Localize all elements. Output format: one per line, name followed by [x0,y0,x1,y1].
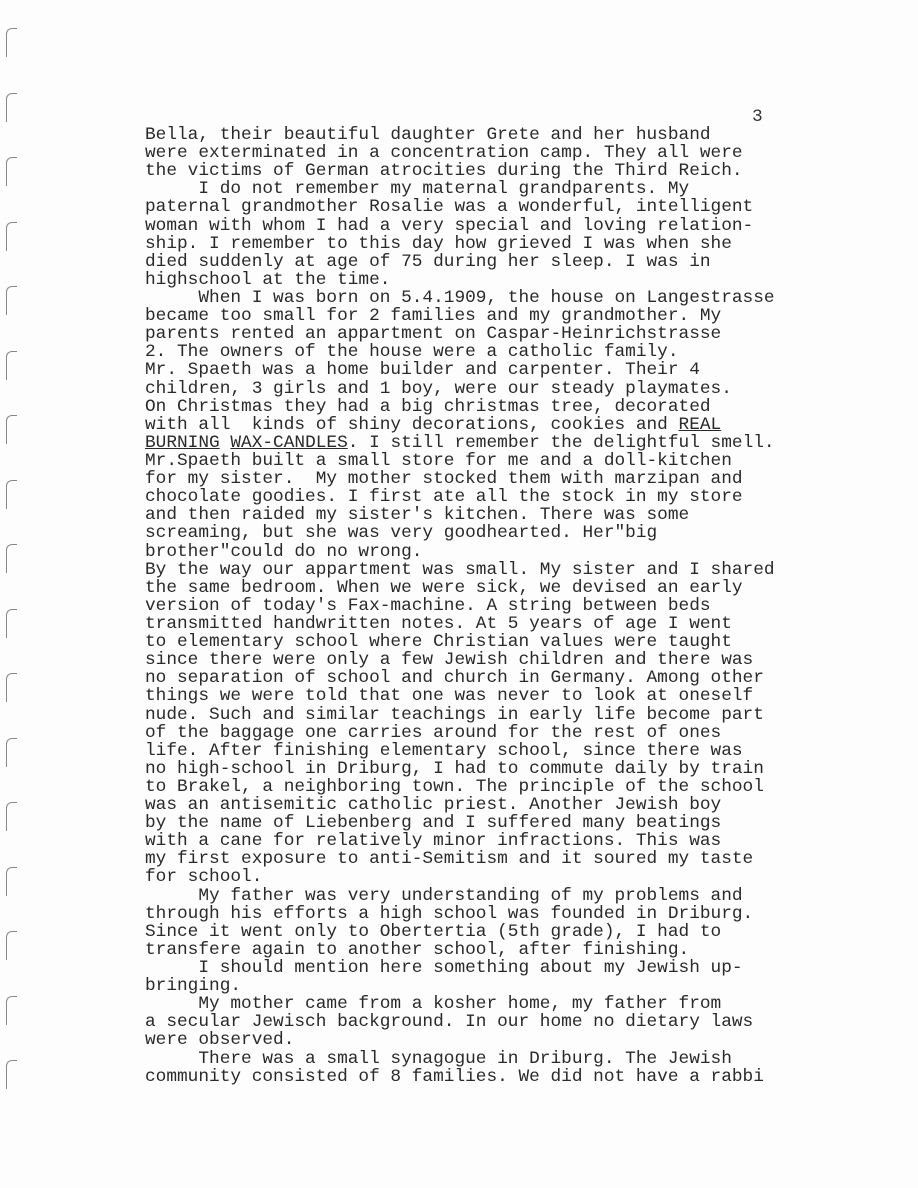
text-line: a secular Jewisch background. In our home no dietary laws [145,1012,754,1033]
page-number: 3 [752,107,763,127]
text-line: to Brakel, a neighboring town. The principle of the school [145,776,764,797]
text-line: I should mention here something about my Jewish up- [145,958,743,979]
text-segment: . I still remember the delightful smell. [347,432,775,453]
text-line: my first exposure to anti-Semitism and it soured my taste [145,849,754,870]
text-line: bringing. [145,976,242,997]
binder-mark [6,802,17,831]
text-line: highschool at the time. [145,269,391,290]
binder-mark [6,351,17,380]
text-line: since there were only a few Jewish children and there was [145,650,754,671]
binder-mark [6,738,17,767]
text-line: Since it went only to Obertertia (5th grade), I had to [145,921,722,942]
text-line: became too small for 2 families and my grandmother. My [145,306,722,327]
text-line: My mother came from a kosher home, my father from [145,994,722,1015]
binder-mark [6,996,17,1025]
text-line: through his efforts a high school was founded in Driburg. [145,903,754,924]
binder-mark [6,480,17,509]
text-line: for school. [145,867,263,888]
text-line: On Christmas they had a big christmas tree, decorated [145,396,711,417]
text-line: version of today's Fax-machine. A string between beds [145,595,711,616]
text-line: community consisted of 8 families. We did not have a rabbi [145,1066,764,1087]
binder-mark [6,93,17,122]
text-line: to elementary school where Christian values were taught [145,632,732,653]
text-line: screaming, but she was very goodhearted. Her"big [145,523,658,544]
text-line [145,434,775,452]
text-line: no separation of school and church in Germany. Among other [145,668,764,689]
text-line: the same bedroom. When we were sick, we devised an early [145,577,743,598]
text-line: children, 3 girls and 1 boy, were our steady playmates. [145,378,732,399]
text-line: of the baggage one carries around for the rest of ones [145,722,722,743]
text-line: the victims of German atrocities during the Third Reich. [145,161,743,182]
text-line: life. After finishing elementary school, since there was [145,740,743,761]
text-line: brother"could do no wrong. [145,541,423,562]
text-line: nude. Such and similar teachings in early life become part [145,704,764,725]
underlined-text: REAL [678,414,722,435]
text-line: chocolate goodies. I first ate all the stock in my store [145,487,743,508]
text-segment: with all kinds of shiny decorations, cookies and [145,414,679,435]
binder-mark [6,415,17,444]
text-line: My father was very understanding of my problems and [145,885,743,906]
text-line: parents rented an appartment on Caspar-Heinrichstrasse [145,324,722,345]
text-line: When I was born on 5.4.1909, the house on Langestrasse [145,287,775,308]
text-line: no high-school in Driburg, I had to commute daily by train [145,758,764,779]
binder-mark [6,157,17,186]
binder-mark [6,673,17,702]
document-body [145,126,775,1086]
text-line: 2. The owners of the house were a catholic family. [145,342,679,363]
binder-mark [6,1060,17,1089]
underlined-text: BURNING [145,432,220,453]
text-line: Bella, their beautiful daughter Grete and her husband [145,125,711,145]
text-line: transmitted handwritten notes. At 5 years of age I went [145,613,732,634]
text-line: Mr.Spaeth built a small store for me and a doll-kitchen [145,450,732,471]
binder-mark [6,28,17,57]
underlined-text: WAX-CANDLES [230,432,348,453]
text-line: died suddenly at age of 75 during her sleep. I was in [145,251,711,272]
text-line: There was a small synagogue in Driburg. The Jewish [145,1048,732,1069]
text-line: I do not remember my maternal grandparents. My [145,179,690,200]
binder-mark [6,931,17,960]
text-line: Mr. Spaeth was a home builder and carpenter. Their 4 [145,360,700,381]
text-line: woman with whom I had a very special and loving relation- [145,215,754,236]
text-line: by the name of Liebenberg and I suffered many beatings [145,813,722,834]
text-line: were exterminated in a concentration camp. They all were [145,143,743,164]
text-line: paternal grandmother Rosalie was a wonderful, intelligent [145,197,754,218]
text-line: was an antisemitic catholic priest. Another Jewish boy [145,795,722,816]
binder-mark [6,544,17,573]
text-line: things we were told that one was never to look at oneself [145,686,754,707]
binder-mark [6,867,17,896]
text-line: By the way our appartment was small. My sister and I shared [145,559,775,580]
binder-mark [6,609,17,638]
text-line: transfere again to another school, after finishing. [145,939,690,960]
text-line [145,416,775,434]
text-line: with a cane for relatively minor infractions. This was [145,831,722,852]
text-line: were observed. [145,1030,295,1051]
text-line: ship. I remember to this day how grieved I was when she [145,233,732,254]
text-line: for my sister. My mother stocked them with marzipan and [145,469,743,490]
binder-mark [6,222,17,251]
binder-mark [6,286,17,315]
text-line: and then raided my sister's kitchen. There was some [145,505,690,526]
